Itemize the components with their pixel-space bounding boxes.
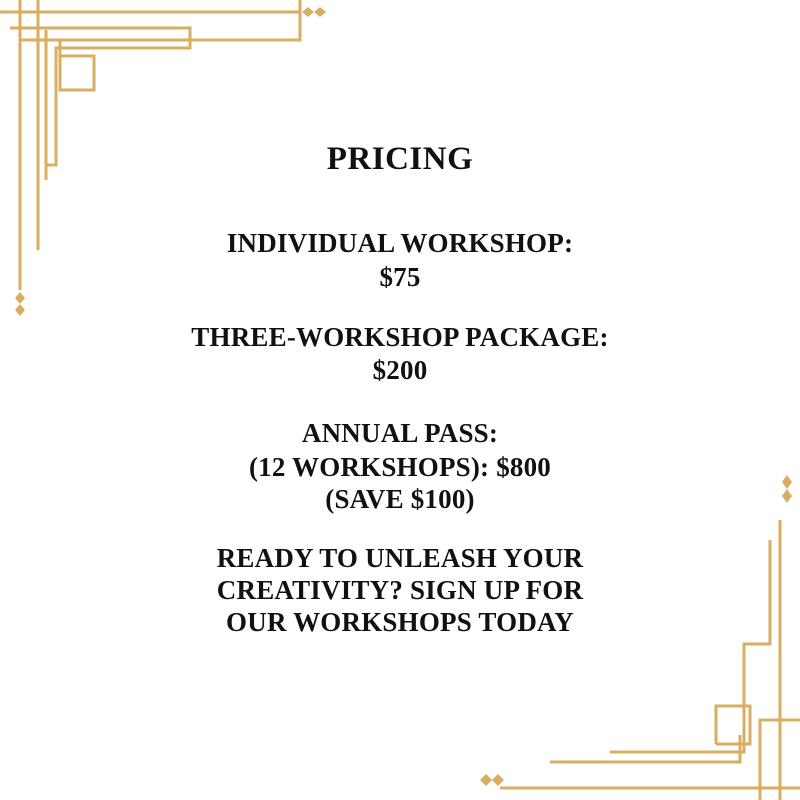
cta-line-1: READY TO UNLEASH YOUR: [216, 543, 584, 573]
annual-pass-label: ANNUAL PASS:: [301, 418, 499, 448]
cta-line-3: OUR WORKSHOPS TODAY: [226, 607, 574, 637]
page-title: PRICING: [326, 141, 474, 177]
individual-workshop-label: INDIVIDUAL WORKSHOP:: [226, 228, 574, 258]
individual-workshop-price: $75: [379, 262, 421, 292]
three-workshop-package-price: $200: [372, 355, 428, 385]
annual-pass-price: (12 WORKSHOPS): $800: [248, 452, 551, 482]
annual-pass-savings: (SAVE $100): [325, 484, 475, 514]
cta-line-2: CREATIVITY? SIGN UP FOR: [216, 575, 584, 605]
three-workshop-package-label: THREE-WORKSHOP PACKAGE:: [191, 322, 609, 352]
